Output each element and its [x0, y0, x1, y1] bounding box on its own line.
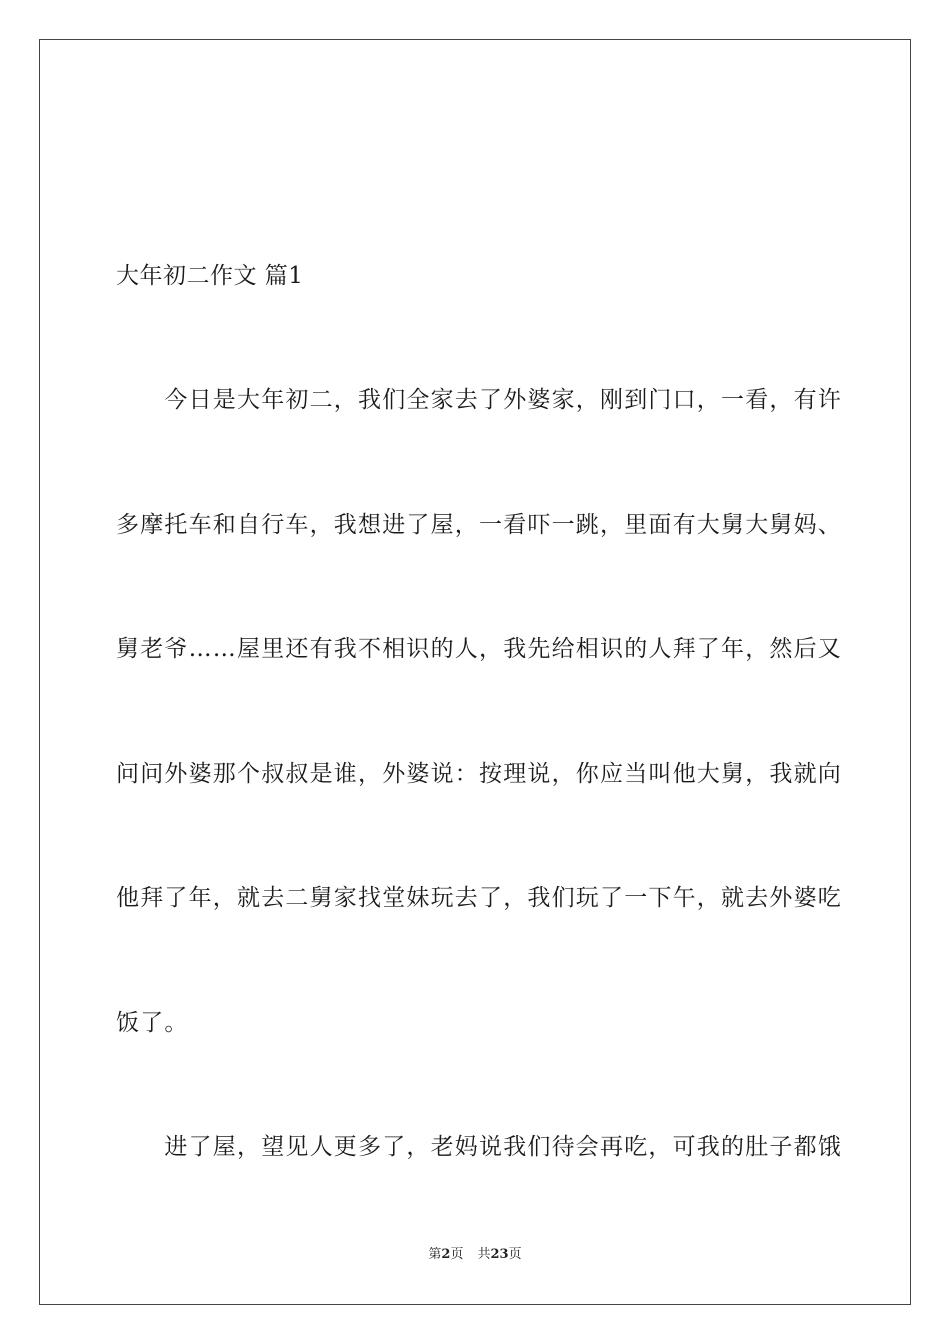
body-line-2: 多摩托车和自行车，我想进了屋，一看吓一跳，里面有大舅大舅妈、: [116, 512, 842, 538]
page-footer: [0, 1245, 950, 1265]
page-prefix: 第: [428, 1247, 442, 1262]
body-line-3: 舅老爷……屋里还有我不相识的人，我先给相识的人拜了年，然后又: [116, 636, 842, 662]
body-line-7: 进了屋，望见人更多了，老妈说我们待会再吃，可我的肚子都饿: [116, 1134, 842, 1160]
total-prefix: 共: [477, 1247, 491, 1262]
section-heading: 大年初二作文 篇1: [116, 263, 304, 289]
body-line-4: 问问外婆那个叔叔是谁，外婆说：按理说，你应当叫他大舅，我就向: [116, 761, 842, 787]
body-line-5: 他拜了年，就去二舅家找堂妹玩去了，我们玩了一下午，就去外婆吃: [116, 885, 842, 911]
total-pages: 23: [490, 1247, 509, 1262]
page-current: 2: [441, 1247, 451, 1262]
page-suffix: 页: [450, 1247, 464, 1262]
total-suffix: 页: [508, 1247, 522, 1262]
body-line-1: 今日是大年初二，我们全家去了外婆家，刚到门口，一看，有许: [116, 387, 842, 413]
page-frame: [39, 39, 911, 1305]
body-line-6: 饭了。: [116, 1010, 189, 1036]
